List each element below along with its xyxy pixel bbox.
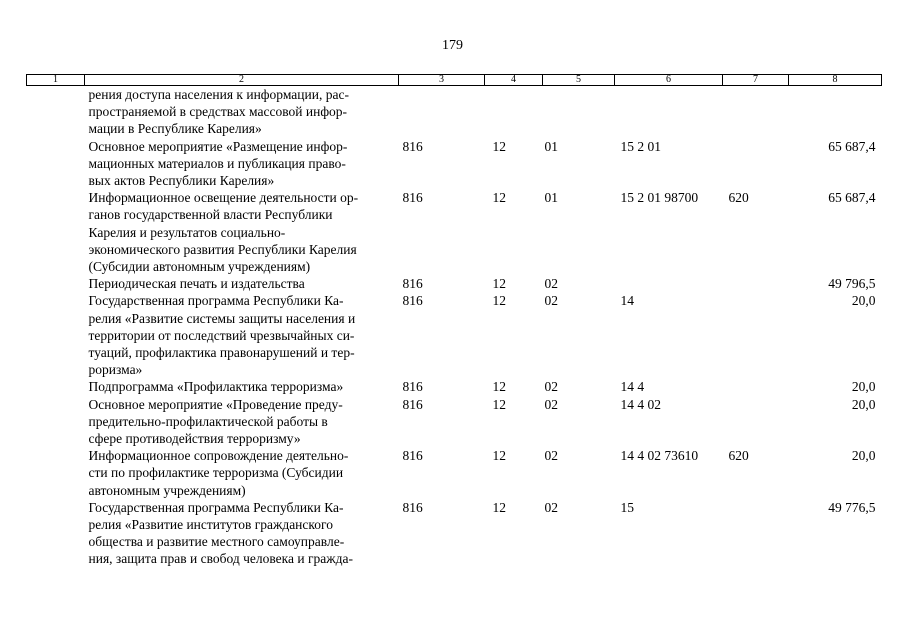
row-number-cell	[27, 378, 85, 395]
amount-value: 20,0	[851, 396, 876, 412]
row-description	[85, 396, 399, 448]
subsection-code: 02	[544, 276, 558, 292]
column-number-1: 1	[27, 75, 85, 86]
subsection-code	[543, 86, 615, 138]
description-line: Государственная программа Республики Ка-	[88, 499, 344, 515]
target-article-code: 15 2 01	[620, 138, 661, 154]
row-number-cell	[27, 189, 85, 275]
section-code: 12	[492, 396, 506, 412]
row-description	[85, 447, 399, 499]
section-code: 12	[492, 138, 506, 154]
subsection-code: 02	[544, 499, 558, 515]
target-article-code: 15 2 01 98700	[620, 190, 699, 206]
ministry-code: 816	[402, 448, 423, 464]
row-number-cell	[27, 396, 85, 448]
target-article-code	[615, 275, 723, 292]
column-number-8: 8	[789, 75, 882, 86]
column-number-5: 5	[543, 75, 615, 86]
column-number-4: 4	[485, 75, 543, 86]
row-number-cell	[27, 292, 85, 378]
column-number-2: 2	[85, 75, 399, 86]
description-line: Государственная программа Республики Ка-	[88, 293, 344, 309]
table-row	[27, 86, 882, 138]
description-line: предительно-профилактической работы в	[88, 413, 328, 429]
amount-value: 20,0	[851, 448, 876, 464]
column-number-6: 6	[615, 75, 723, 86]
expense-type-code: 620	[728, 448, 749, 464]
description-line: сти по профилактике терроризма (Субсидии	[88, 465, 344, 481]
ministry-code	[399, 86, 485, 138]
table-row	[27, 499, 882, 568]
row-description	[85, 499, 399, 568]
table-body	[27, 86, 882, 568]
amount-value: 49 796,5	[828, 276, 876, 292]
row-description	[85, 138, 399, 190]
ministry-code: 816	[402, 293, 423, 309]
amount-value	[789, 86, 882, 138]
subsection-code: 01	[544, 138, 558, 154]
row-number-cell	[27, 275, 85, 292]
description-line: мационных материалов и публикация право-	[88, 155, 346, 171]
target-article-code: 14 4	[620, 379, 645, 395]
subsection-code: 02	[544, 293, 558, 309]
section-code: 12	[492, 448, 506, 464]
description-line: рения доступа населения к информации, рас-	[88, 87, 349, 102]
description-line: территории от последствий чрезвычайных си-	[88, 327, 355, 343]
description-line: ния, защита прав и свобод человека и гражда-	[88, 551, 353, 567]
table-row	[27, 447, 882, 499]
target-article-code: 14 4 02	[620, 396, 661, 412]
description-line: роризма»	[88, 362, 143, 378]
ministry-code: 816	[402, 379, 423, 395]
expense-type-code	[723, 86, 789, 138]
section-code: 12	[492, 190, 506, 206]
subsection-code: 02	[544, 396, 558, 412]
section-code: 12	[492, 276, 506, 292]
description-line: (Субсидии автономным учреждениям)	[88, 259, 311, 275]
ministry-code: 816	[402, 499, 423, 515]
budget-table	[26, 74, 882, 568]
ministry-code: 816	[402, 190, 423, 206]
target-article-code: 14	[620, 293, 634, 309]
description-line: вых актов Республики Карелия»	[88, 173, 275, 189]
description-line: Периодическая печать и издательства	[88, 276, 305, 292]
table-row	[27, 396, 882, 448]
column-number-3: 3	[399, 75, 485, 86]
description-line: экономического развития Республики Карелия	[88, 241, 357, 257]
description-line: Информационное освещение деятельности ор-	[88, 190, 359, 206]
amount-value: 65 687,4	[828, 190, 876, 206]
subsection-code: 01	[544, 190, 558, 206]
row-number-cell	[27, 447, 85, 499]
description-line: общества и развитие местного самоуправле-	[88, 534, 345, 550]
row-description	[85, 86, 399, 138]
description-line: туаций, профилактика правонарушений и тер-	[88, 345, 355, 361]
amount-value: 49 776,5	[828, 499, 876, 515]
section-code	[485, 86, 543, 138]
amount-value: 65 687,4	[828, 138, 876, 154]
table-row	[27, 275, 882, 292]
expense-type-code	[723, 499, 789, 568]
description-line: релия «Развитие институтов гражданского	[88, 517, 333, 533]
description-line: пространяемой в средствах массовой инфор-	[88, 104, 348, 120]
table-row	[27, 138, 882, 190]
table-header	[27, 75, 882, 86]
amount-value: 20,0	[851, 293, 876, 309]
row-number-cell	[27, 499, 85, 568]
row-description	[85, 189, 399, 275]
target-article-code: 14 4 02 73610	[620, 448, 699, 464]
row-number-cell	[27, 86, 85, 138]
row-description	[85, 292, 399, 378]
amount-value: 20,0	[851, 379, 876, 395]
table-row	[27, 189, 882, 275]
description-line: Информационное сопровождение деятельно-	[88, 448, 349, 464]
expense-type-code	[723, 396, 789, 448]
description-line: ганов государственной власти Республики	[88, 207, 333, 223]
column-number-row	[27, 75, 882, 86]
table-row	[27, 292, 882, 378]
description-line: релия «Развитие системы защиты населения и	[88, 310, 356, 326]
description-line: Основное мероприятие «Проведение преду-	[88, 396, 343, 412]
section-code: 12	[492, 499, 506, 515]
expense-type-code	[723, 275, 789, 292]
description-line: Подпрограмма «Профилактика терроризма»	[88, 379, 344, 395]
subsection-code: 02	[544, 379, 558, 395]
target-article-code: 15	[620, 499, 634, 515]
expense-type-code	[723, 138, 789, 190]
section-code: 12	[492, 293, 506, 309]
description-line: Основное мероприятие «Размещение инфор-	[88, 138, 348, 154]
target-article-code	[615, 86, 723, 138]
description-line: сфере противодействия терроризму»	[88, 431, 301, 447]
subsection-code: 02	[544, 448, 558, 464]
ministry-code: 816	[402, 396, 423, 412]
expense-type-code	[723, 292, 789, 378]
description-line: автономным учреждениям)	[88, 482, 246, 498]
expense-type-code	[723, 378, 789, 395]
ministry-code: 816	[402, 276, 423, 292]
section-code: 12	[492, 379, 506, 395]
row-description	[85, 275, 399, 292]
page-number: 179	[442, 38, 463, 53]
ministry-code: 816	[402, 138, 423, 154]
row-description	[85, 378, 399, 395]
table-row	[27, 378, 882, 395]
column-number-7: 7	[723, 75, 789, 86]
description-line: Карелия и результатов социально-	[88, 224, 286, 240]
expense-type-code: 620	[728, 190, 749, 206]
row-number-cell	[27, 138, 85, 190]
description-line: мации в Республике Карелия»	[88, 121, 262, 137]
